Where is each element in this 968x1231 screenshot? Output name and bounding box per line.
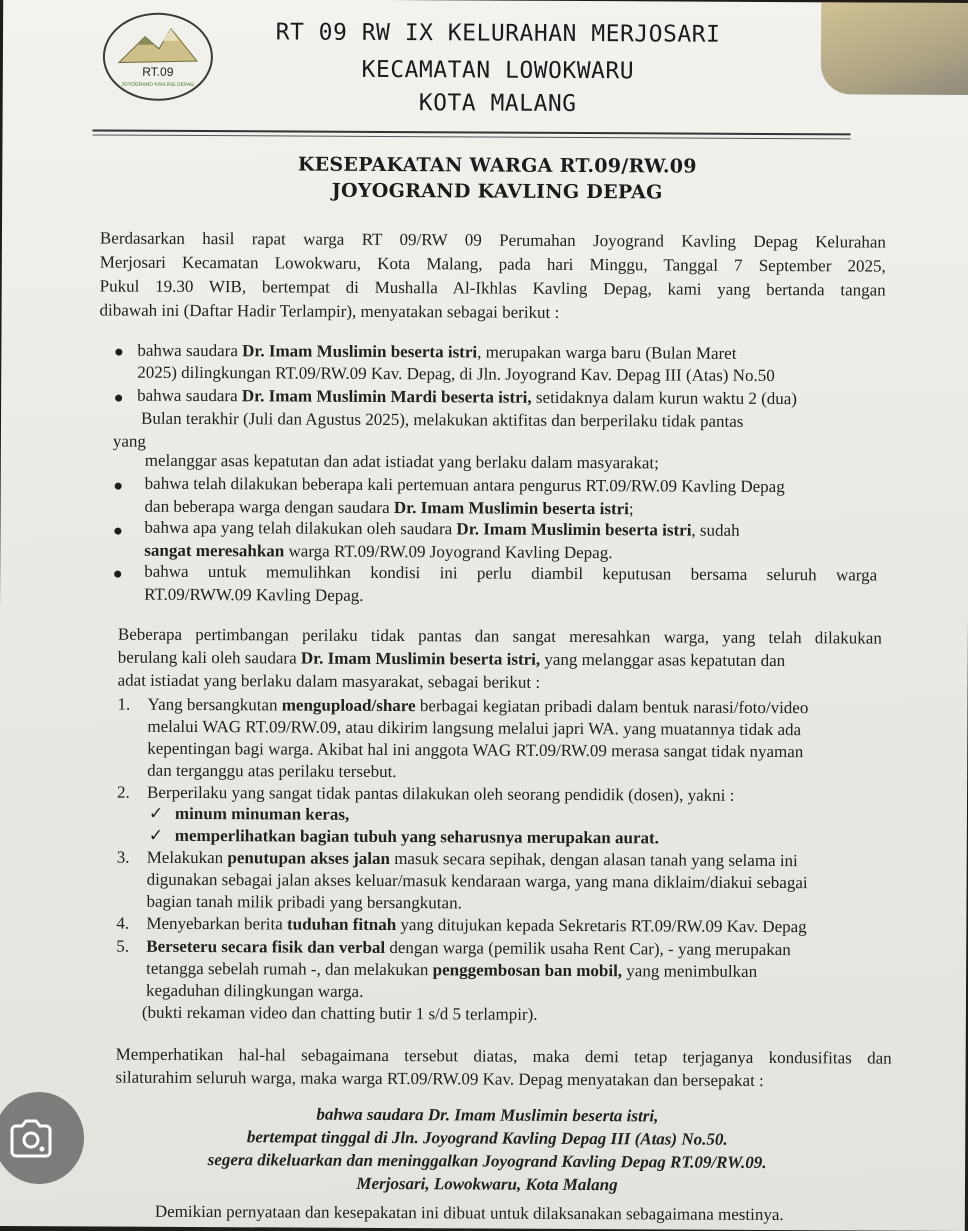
item-2-check-1: minum minuman keras, <box>174 803 350 824</box>
item-number: 1. <box>117 694 131 714</box>
item-3-line-2: digunakan sebagai jalan akses keluar/masuk kendaraan warga, yang mana diklaim/diakui sebagai <box>146 869 808 893</box>
item-2-line-1: Berperilaku yang sangat tidak pantas dilakukan oleh seorang pendidik (dosen), yakni : <box>147 782 735 805</box>
bullet-dot <box>115 349 122 356</box>
bullet-5-line-1: bahwa untuk memulihkan kondisi ini perlu diambil keputusan bersama seluruh warga <box>144 561 878 585</box>
item-1-line-2: melalui WAG RT.09/RW.09, atau dikirim langsung melalui japri WA. yang muatannya tidak ada <box>147 716 802 740</box>
house-mountain-icon <box>115 23 201 67</box>
header-line-1: RT 09 RW IX KELURAHAN MERJOSARI <box>275 19 721 48</box>
closing-statement: Demikian pernyataan dan kesepakatan ini dibuat untuk dilaksanakan sebagaimana mestinya. <box>154 1201 784 1225</box>
bullet-dot <box>114 571 121 578</box>
bullet-1-line-2: 2025) dilingkungan RT.09/RW.09 Kav. Depag, di Jln. Joyogrand Kav. Depag III (Atas) No.50 <box>137 362 775 386</box>
item-5-line-3: kegaduhan dilingkungan warga. <box>145 980 364 1001</box>
rt-logo <box>103 13 213 102</box>
paper-clip <box>821 2 968 95</box>
item-number: 5. <box>116 936 130 956</box>
bullet-dot <box>115 483 122 490</box>
bullet-5-line-2: RT.09/RWW.09 Kavling Depag. <box>144 584 364 605</box>
intro-line-4: dibawah ini (Daftar Hadir Terlampir), menyatakan sebagai berikut : <box>99 300 560 322</box>
bullet-2-line-2: Bulan terakhir (Juli dan Agustus 2025), melakukan aktifitas dan berperilaku tidak pantas <box>140 408 744 431</box>
header-line-3: KOTA MALANG <box>418 90 577 117</box>
intro-line-3: Pukul 19.30 WIB, bertempat di Mushalla Al-Ikhlas Kavling Depag, kami yang bertanda tangan <box>99 276 886 300</box>
bullet-2-line-3: yang <box>112 431 146 451</box>
bullet-3-line-2: dan beberapa warga dengan saudara Dr. Imam Muslimin beserta istri; <box>144 496 634 519</box>
decision-line-2: bertempat tinggal di Jln. Joyogrand Kavling Depag III (Atas) No.50. <box>246 1127 728 1149</box>
item-3-line-3: bagian tanah milik pribadi yang bersangkutan. <box>146 891 462 913</box>
item-4-line-1: Menyebarkan berita tuduhan fitnah yang ditujukan kepada Sekretaris RT.09/RW.09 Kav. Depag <box>146 913 807 937</box>
logo-text: RT.09 <box>142 64 174 79</box>
document-subtitle: JOYOGRAND KAVLING DEPAG <box>331 179 663 204</box>
google-lens-icon <box>2 1116 58 1160</box>
item-5-line-2: tetangga sebelah rumah -, dan melakukan penggembosan ban mobil, yang menimbulkan <box>146 958 758 981</box>
considerations-line-1: Beberapa pertimbangan perilaku tidak pantas dan sangat meresahkan warga, yang telah dilakukan <box>117 624 882 648</box>
intro-line-1: Berdasarkan hasil rapat warga RT 09/RW 09 Perumahan Joyogrand Kavling Depag Kelurahan <box>99 228 887 252</box>
bullet-dot <box>114 528 121 535</box>
logo-subtext: JOYOGRAND KAVLING DEPAG <box>121 81 195 88</box>
bullet-4-line-2: sangat meresahkan warga RT.09/RW.09 Joyogrand Kavling Depag. <box>144 540 613 563</box>
item-2-check-2: memperlihatkan bagian tubuh yang seharusnya merupakan aurat. <box>174 825 660 848</box>
bullet-2-line-4: melanggar asas kepatutan dan adat istiadat yang berlaku dalam masyarakat; <box>144 450 659 473</box>
checkmark-icon: ✓ <box>148 803 164 823</box>
considerations-line-2: berulang kali oleh saudara Dr. Imam Muslimin beserta istri, yang melanggar asas kepatutan dan <box>117 647 786 671</box>
decision-line-4: Merjosari, Lowokwaru, Kota Malang <box>356 1173 618 1195</box>
item-1-line-4: dan terganggu atas perilaku tersebut. <box>147 760 397 782</box>
item-number: 2. <box>117 782 130 802</box>
considerations-line-3: adat istiadat yang berlaku dalam masyarakat, sebagai berikut : <box>117 670 541 692</box>
item-number: 4. <box>116 913 130 933</box>
item-5-line-4: (bukti rekaman video dan chatting butir 1 s/d 5 terlampir). <box>141 1002 538 1024</box>
checkmark-icon: ✓ <box>148 825 164 845</box>
conclusion-line-2: silaturahim seluruh warga, maka warga RT.09/RW.09 Kav. Depag menyatakan dan bersepakat : <box>115 1067 764 1090</box>
intro-line-2: Merjosari Kecamatan Lowokwaru, Kota Malang, pada hari Minggu, Tanggal 7 September 2025, <box>99 252 886 276</box>
bullet-1-line-1: bahwa saudara Dr. Imam Muslimin beserta istri, merupakan warga baru (Bulan Maret <box>137 340 737 363</box>
decision-line-3: segera dikeluarkan dan meninggalkan Joyogrand Kavling Depag RT.09/RW.09. <box>207 1150 767 1172</box>
item-3-line-1: Melakukan penutupan akses jalan masuk secara sepihak, dengan alasan tanah yang selama ini <box>146 847 798 871</box>
item-5-line-1: Berseteru secara fisik dan verbal dengan warga (pemilik usaha Rent Car), - yang merupakan <box>146 936 791 960</box>
bullet-4-line-1: bahwa apa yang telah dilakukan oleh saudara Dr. Imam Muslimin beserta istri, sudah <box>144 517 740 540</box>
item-1-line-3: kepentingan bagi warga. Akibat hal ini anggota WAG RT.09/RW.09 merasa sangat tidak nyaman <box>147 738 804 762</box>
item-1-line-1: Yang bersangkutan mengupload/share berbagai kegiatan pribadi dalam bentuk narasi/foto/video <box>147 694 809 718</box>
decision-line-1: bahwa saudara Dr. Imam Muslimin beserta istri, <box>316 1104 659 1126</box>
bullet-3-line-1: bahwa telah dilakukan beberapa kali pertemuan antara pengurus RT.09/RW.09 Kavling Depag <box>144 473 785 497</box>
header-line-2: KECAMATAN LOWOKWARU <box>361 56 635 85</box>
header-rule-thin <box>93 134 851 139</box>
item-number: 3. <box>116 847 130 867</box>
conclusion-line-1: Memperhatikan hal-hal sebagaimana tersebut diatas, maka demi tetap terjaganya kondusifitas dan <box>115 1044 892 1068</box>
document-title: KESEPAKATAN WARGA RT.09/RW.09 <box>297 153 697 178</box>
bullet-dot <box>115 395 122 402</box>
bullet-2-line-1: bahwa saudara Dr. Imam Muslimin Mardi beserta istri, setidaknya dalam kurun waktu 2 (dua) <box>137 385 798 409</box>
